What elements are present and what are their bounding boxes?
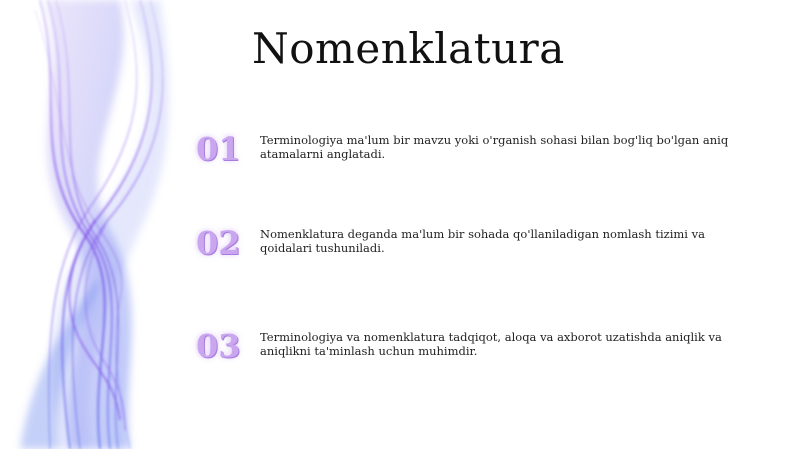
list-item <box>196 327 756 387</box>
slide-title: Nomenklatura <box>252 24 565 73</box>
item-text: Terminologiya va nomenklatura tadqiqot, aloqa va axborot uzatishda aniqlik va aniqlikni ta'minlash uchun muhimdir. <box>260 330 722 358</box>
item-number: 03 <box>196 327 241 365</box>
list-item <box>196 130 756 190</box>
item-number: 02 <box>196 224 241 262</box>
item-text: Nomenklatura deganda ma'lum bir sohada qo'llaniladigan nomlash tizimi va qoidalari tushuniladi. <box>260 227 705 255</box>
item-number: 01 <box>196 130 241 168</box>
list-item <box>196 224 756 284</box>
item-text: Terminologiya ma'lum bir mavzu yoki o'rganish sohasi bilan bog'liq bo'lgan aniq atamalarni anglatadi. <box>260 133 729 161</box>
